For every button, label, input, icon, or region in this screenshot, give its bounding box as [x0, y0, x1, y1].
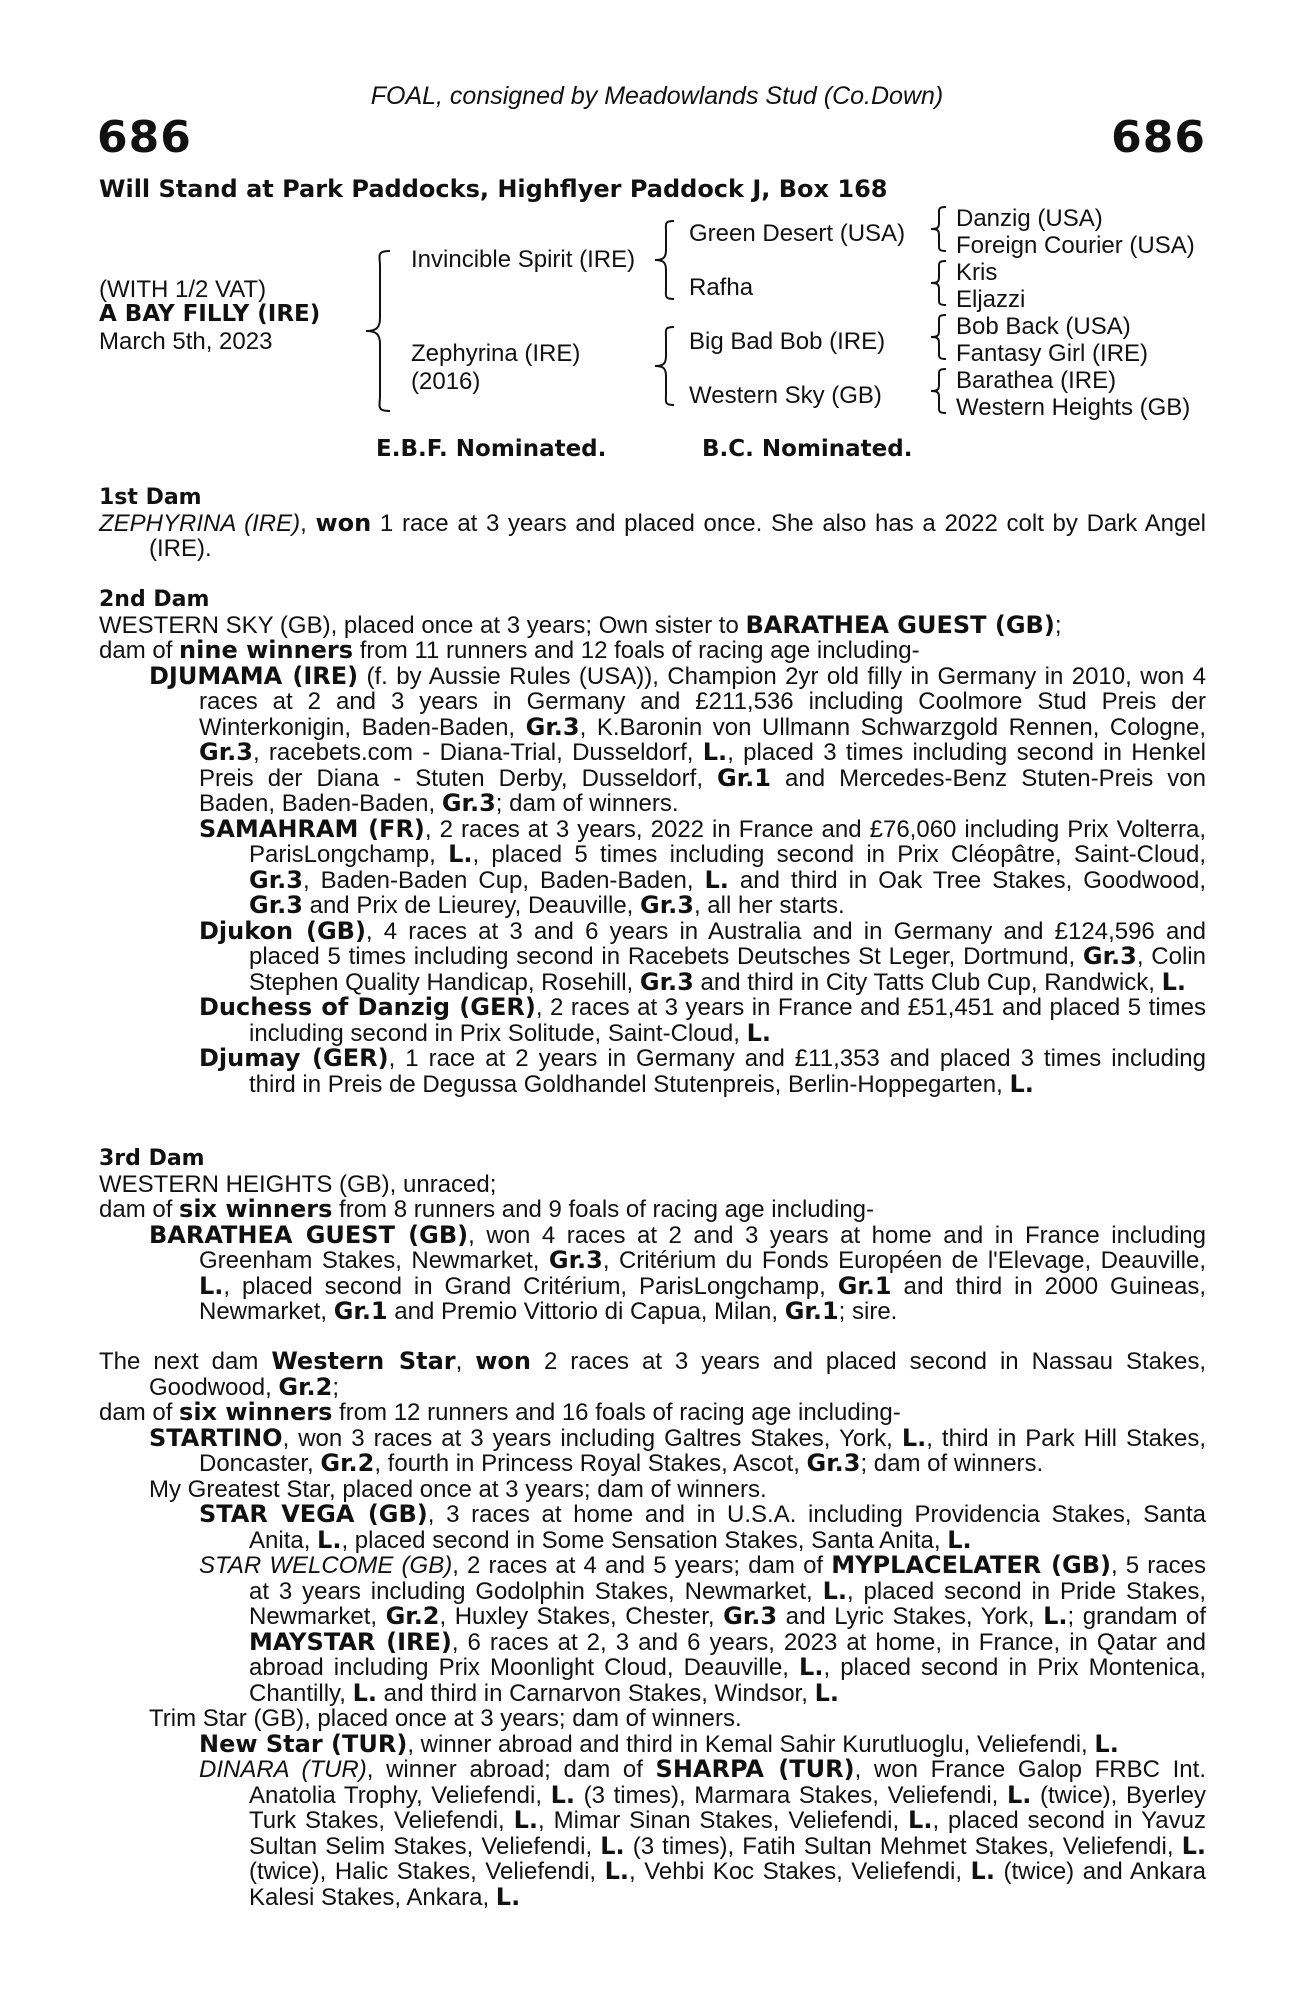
lot-number-left: 686 [97, 112, 192, 163]
ebf-nomination: E.B.F. Nominated. [376, 436, 607, 462]
dam: Zephyrina (IRE) [411, 340, 581, 367]
ped-ddd: Western Heights (GB) [956, 394, 1191, 421]
second-dam-section [99, 587, 1206, 1097]
ped-sss: Danzig (USA) [956, 205, 1103, 232]
progeny-startino: STARTINO, won 3 races at 3 years including Galtres Stakes, York, L., third in Park Hill Stakes, Doncaster, Gr.2, fourth in Princess Royal Stakes, Ascot, Gr.3; dam of winners. [149, 1423, 1207, 1477]
consignor-line: FOAL, consigned by Meadowlands Stud (Co.Down) [370, 82, 944, 110]
foaling-date: March 5th, 2023 [99, 328, 273, 355]
second-dam-record: dam of nine winners from 11 runners and 12 foals of racing age including- [99, 636, 920, 664]
next-dam-section [99, 1349, 1206, 1910]
progeny-star-welcome: STAR WELCOME (GB), 2 races at 4 and 5 years; dam of MYPLACELATER (GB), 5 races at 3 years including Godolphin Stakes, Newmarket, L., placed second in Pride Stakes, Newmarket, Gr.2, Huxley Stakes, Chester, Gr.3 and Lyric Stakes, York, L.; grandam of MAYSTAR (IRE), 6 races at 2, 3 and 6 years, 2023 at home, in France, in Qatar and abroad including Prix Moonlight Cloud, Deauville, L., placed second in Prix Montenica, Chantilly, L. and third in Carnarvon Stakes, Windsor, L. [199, 1551, 1207, 1707]
progeny-star-vega: STAR VEGA (GB), 3 races at home and in U.S.A. including Providencia Stakes, Santa Anita, L., placed second in Some Sensation Stakes, Santa Anita, L. [199, 1500, 1206, 1554]
progeny-djumay: Djumay (GER), 1 race at 2 years in Germany and £11,353 and placed 3 times including third in Preis de Degussa Goldhandel Stutenpreis, Berlin-Hoppegarten, L. [199, 1044, 1207, 1098]
progeny-samahram: SAMAHRAM (FR), 2 races at 3 years, 2022 in France and £76,060 including Prix Volterra, ParisLongchamp, L., placed 5 times including second in Prix Cléopâtre, Saint-Cloud, Gr.3, Baden-Baden Cup, Baden-Baden, L. and third in Oak Tree Stakes, Goodwood, Gr.3 and Prix de Lieurey, Deauville, Gr.3, all her starts. [199, 814, 1206, 919]
third-dam-record: dam of six winners from 8 runners and 9 foals of racing age including- [99, 1195, 875, 1223]
third-dam-section [99, 1146, 1206, 1325]
bc-nomination: B.C. Nominated. [702, 436, 913, 462]
dam-year: (2016) [411, 368, 481, 395]
ped-ssd: Foreign Courier (USA) [956, 232, 1195, 259]
ped-dss: Bob Back (USA) [956, 313, 1131, 340]
third-dam-text: WESTERN HEIGHTS (GB), unraced; [99, 1170, 497, 1198]
horse-name: A BAY FILLY (IRE) [99, 301, 321, 327]
third-dam-heading: 3rd Dam [99, 1146, 205, 1171]
brace-gen2-sire [650, 218, 680, 302]
brace-gen2-dam [650, 324, 680, 408]
second-dam-heading: 2nd Dam [99, 587, 210, 612]
dam-dam: Western Sky (GB) [689, 382, 882, 409]
progeny-duchess-of-danzig: Duchess of Danzig (GER), 2 races at 3 years in France and £51,451 and placed 5 times including second in Prix Solitude, Saint-Cloud, L. [199, 993, 1206, 1047]
sire: Invincible Spirit (IRE) [411, 246, 636, 273]
progeny-barathea-guest: BARATHEA GUEST (GB), won 4 races at 2 and 3 years at home and in France including Greenham Stakes, Newmarket, Gr.3, Critérium du Fonds Européen de l'Elevage, Deauville, L., placed second in Grand Critérium, ParisLongchamp, Gr.1 and third in 2000 Guineas, Newmarket, Gr.1 and Premio Vittorio di Capua, Milan, Gr.1; sire. [149, 1220, 1206, 1325]
stand-location: Will Stand at Park Paddocks, Highflyer Paddock J, Box 168 [99, 175, 888, 203]
next-dam-record: dam of six winners from 12 runners and 16 foals of racing age including- [99, 1398, 901, 1426]
brace-gen3-1 [926, 204, 952, 254]
progeny-new-star: New Star (TUR), winner abroad and third in Kemal Sahir Kurutluoglu, Veliefendi, L. [199, 1729, 1119, 1758]
second-dam-text: WESTERN SKY (GB), placed once at 3 years; Own sister to BARATHEA GUEST (GB); [99, 610, 1062, 639]
ped-sds: Kris [956, 259, 998, 286]
progeny-djukon: Djukon (GB), 4 races at 3 and 6 years in Australia and in Germany and £124,596 and placed 5 times including second in Racebets Deutsches St Leger, Dortmund, Gr.3, Colin Stephen Quality Handicap, Rosehill, Gr.3 and third in City Tatts Club Cup, Randwick, L. [199, 916, 1206, 996]
vat-note: (WITH 1/2 VAT) [99, 276, 267, 303]
sire-sire: Green Desert (USA) [689, 220, 906, 247]
next-dam-text: The next dam Western Star, won 2 races at 3 years and placed second in Nassau Stakes, Goodwood, Gr.2; [99, 1347, 1206, 1401]
first-dam-heading: 1st Dam [99, 485, 202, 510]
progeny-dinara: DINARA (TUR), winner abroad; dam of SHARPA (TUR), won France Galop FRBC Int. Anatolia Trophy, Veliefendi, L. (3 times), Marmara Stakes, Veliefendi, L. (twice), Byerley Turk Stakes, Veliefendi, L., Mimar Sinan Stakes, Veliefendi, L., placed second in Yavuz Sultan Selim Stakes, Veliefendi, L. (3 times), Fatih Sultan Mehmet Stakes, Veliefendi, L. (twice), Halic Stakes, Veliefendi, L., Vehbi Koc Stakes, Veliefendi, L. (twice) and Ankara Kalesi Stakes, Ankara, L. [199, 1755, 1207, 1911]
progeny-djumama: DJUMAMA (IRE) (f. by Aussie Rules (USA)), Champion 2yr old filly in Germany in 2010, won 4 races at 2 and 3 years in Germany and £211,536 including Coolmore Stud Preis der Winterkonigin, Baden-Baden, Gr.3, K.Baronin von Ullmann Schwarzgold Rennen, Cologne, Gr.3, racebets.com - Diana-Trial, Dusseldorf, L., placed 3 times including second in Henkel Preis der Diana - Stuten Derby, Dusseldorf, Gr.1 and Mercedes-Benz Stuten-Preis von Baden, Baden-Baden, Gr.3; dam of winners. [149, 661, 1207, 817]
progeny-my-greatest-star: My Greatest Star, placed once at 3 years; dam of winners. [149, 1475, 767, 1503]
dam-sire: Big Bad Bob (IRE) [689, 328, 886, 355]
first-dam-section [99, 485, 1206, 562]
first-dam-text: ZEPHYRINA (IRE), won 1 race at 3 years and placed once. She also has a 2022 colt by Dark Angel (IRE). [99, 508, 1206, 562]
progeny-trim-star: Trim Star (GB), placed once at 3 years; dam of winners. [149, 1705, 742, 1732]
brace-gen1 [360, 248, 400, 414]
ped-dsd: Fantasy Girl (IRE) [956, 340, 1149, 367]
ped-dds: Barathea (IRE) [956, 367, 1117, 394]
ped-sdd: Eljazzi [956, 286, 1026, 313]
brace-gen3-3 [926, 312, 952, 362]
lot-number-right: 686 [1111, 112, 1206, 163]
brace-gen3-4 [926, 366, 952, 416]
brace-gen3-2 [926, 258, 952, 308]
sire-dam: Rafha [689, 274, 754, 301]
